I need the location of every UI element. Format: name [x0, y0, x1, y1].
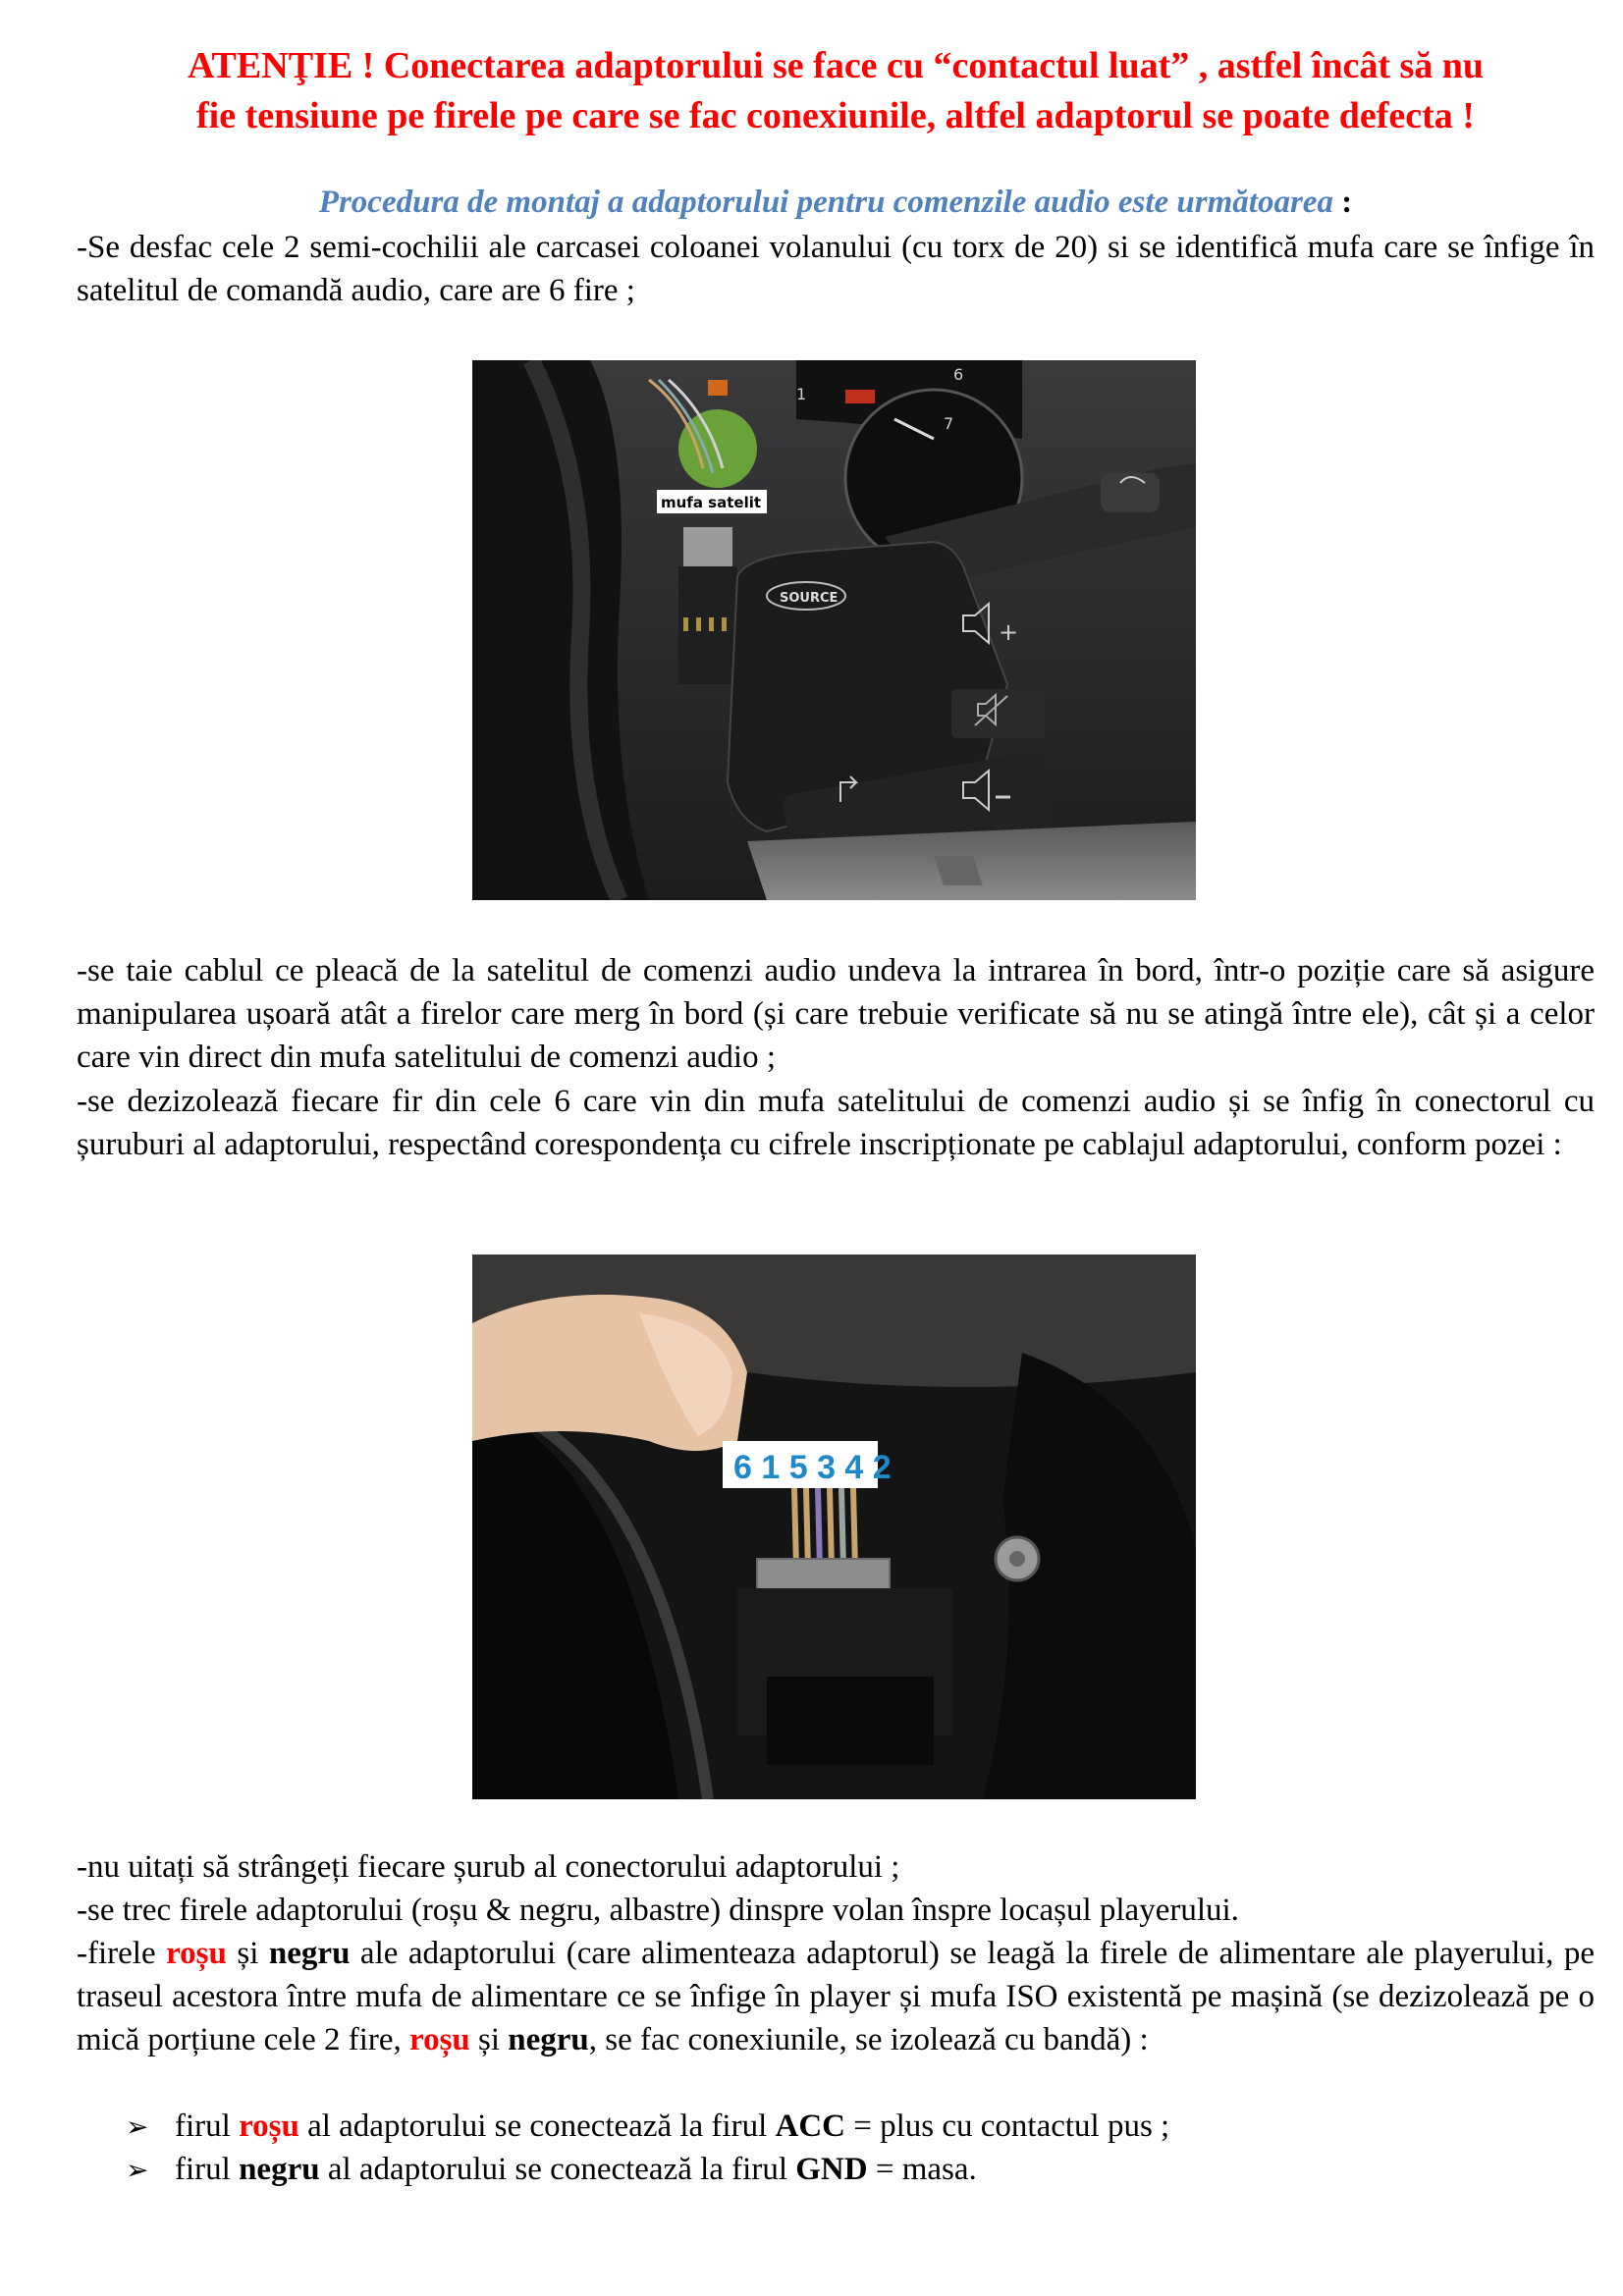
label-mufa-satelit: mufa satelit — [661, 494, 762, 511]
paragraph-2: -se taie cablul ce pleacă de la satelitul de comenzi audio undeva la intrarea în bord, într-o poziție care să asigure manipularea ușoară atât a firelor care merg în bord (și care trebuie verificate să nu se atingă între ele), cât și a celor care vin direct din mufa satelitului de comenzi audio ; — [77, 953, 1595, 1075]
p6-black-word-2: negru — [508, 2022, 589, 2057]
p6-red-word: roșu — [166, 1936, 227, 1971]
photo-steering-satellite-drawing — [472, 360, 1196, 900]
bullet-gnd-text-c: = masa. — [867, 2152, 977, 2187]
warning-line-2: fie tensiune pe firele pe care se fac conexiunile, altfel adaptorul se poate defecta ! — [196, 95, 1475, 136]
bullet-acc — [126, 2105, 1169, 2149]
procedure-title — [77, 181, 1595, 224]
bullet-gnd — [126, 2148, 977, 2192]
paragraph-1: -Se desfac cele 2 semi-cochilii ale carcasei coloanei volanului (cu torx de 20) si se identifică mufa care se înfige în satelitul de comandă audio, care are 6 fire ; — [77, 230, 1595, 308]
p6-text-e: , se fac conexiunile, se izolează cu bandă) : — [588, 2022, 1149, 2057]
bullet-acc-text-a: firul — [175, 2109, 240, 2144]
p6-text-b: și — [226, 1936, 269, 1971]
gauge-number-6: 6 — [953, 365, 964, 384]
p6-red-word-2: roșu — [409, 2022, 470, 2057]
arrow-bullet-icon: ➢ — [126, 2110, 149, 2143]
bullet-gnd-color: negru — [239, 2152, 320, 2187]
p6-text-d: și — [469, 2022, 509, 2057]
gauge-number-7: 7 — [944, 414, 954, 433]
source-button-label: SOURCE — [780, 591, 839, 606]
p6-text-c: ale adaptorului (care alimenteaza adaptorul) se leagă la firele de alimentare ale playerului, pe traseul acestora între mufa de alimentare ce se înfige în player și mufa ISO existentă pe mașină (se dezizolează pe o mică porțiune cele 2 fire, — [77, 1936, 1596, 2057]
bullet-gnd-text-b: al adaptorului se conectează la firul — [319, 2152, 796, 2187]
wire-number-label: 6 1 5 3 4 2 — [733, 1449, 892, 1486]
procedure-title-colon: : — [1332, 185, 1353, 220]
p6-black-word: negru — [268, 1936, 351, 1971]
paragraph-5: -se trec firele adaptorului (roșu & negru, albastre) dinspre volan înspre locașul playerului. — [77, 1893, 1239, 1928]
photo-connector-wiring — [472, 1255, 1196, 1799]
gauge-number-1: 1 — [796, 385, 807, 403]
warning-heading — [77, 41, 1595, 141]
bullet-gnd-text-a: firul — [175, 2152, 240, 2187]
procedure-title-text: Procedura de montaj a adaptorului pentru comenzile audio este următoarea — [318, 185, 1333, 220]
bullet-acc-text-b: al adaptorului se conectează la firul — [298, 2109, 776, 2144]
bullet-acc-color: roșu — [239, 2109, 299, 2144]
warning-line-1: ATENŢIE ! Conectarea adaptorului se face cu “contactul luat” , astfel încât să nu — [187, 45, 1485, 86]
photo-steering-satellite — [472, 360, 1196, 900]
arrow-bullet-icon: ➢ — [126, 2154, 149, 2186]
paragraph-6 — [77, 1932, 1595, 2061]
bullet-acc-signal: ACC — [775, 2109, 845, 2144]
bullet-gnd-signal: GND — [795, 2152, 868, 2187]
paragraph-3: -se dezizolează fiecare fir din cele 6 care vin din mufa satelitului de comenzi audio și se înfig în conectorul cu șuruburi al adaptorului, respectând corespondența cu cifrele inscripționate pe cablajul adaptorului, conform pozei : — [77, 1084, 1595, 1162]
p6-text-a: -firele — [77, 1936, 167, 1971]
photo-connector-wiring-drawing — [472, 1255, 1196, 1799]
bullet-acc-text-c: = plus cu contactul pus ; — [845, 2109, 1170, 2144]
volume-up-icon: + — [999, 618, 1019, 646]
paragraph-4: -nu uitați să strângeți fiecare șurub al conectorului adaptorului ; — [77, 1849, 900, 1885]
